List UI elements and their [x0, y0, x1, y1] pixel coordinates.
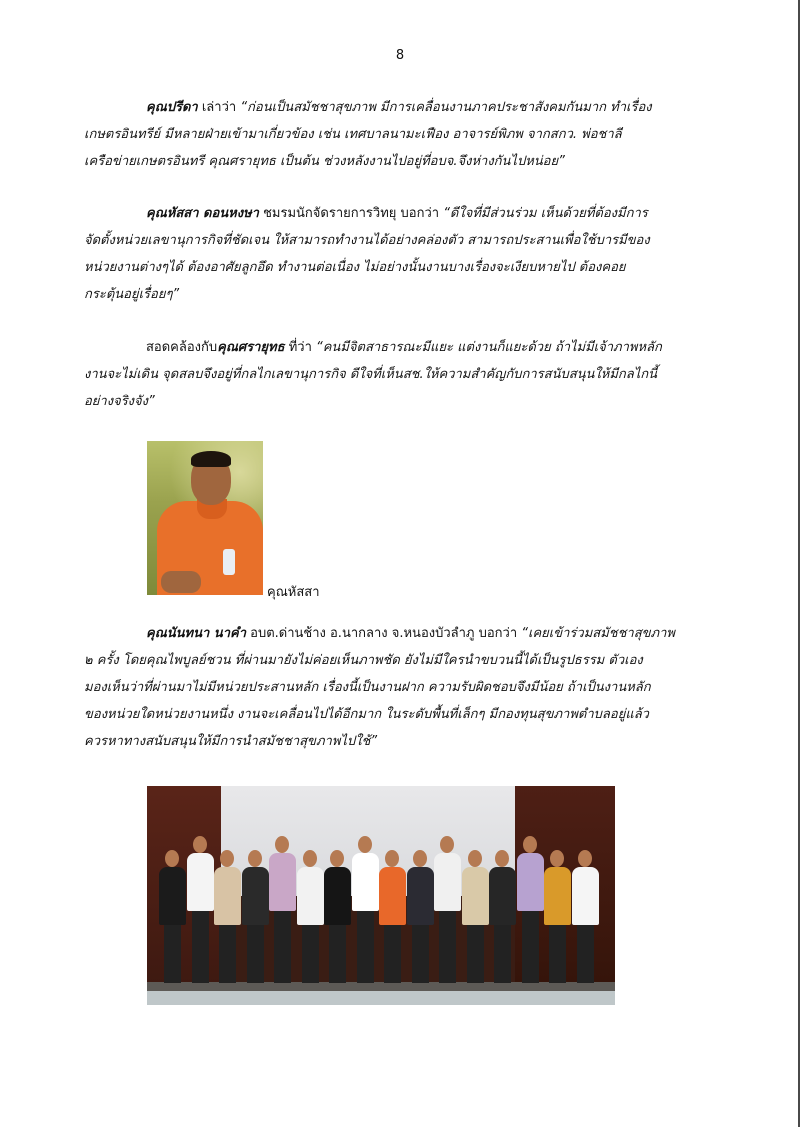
paragraph-hassa	[84, 200, 724, 308]
text-line	[84, 227, 724, 254]
paragraph-sarayut	[84, 334, 724, 415]
text-line	[84, 121, 724, 148]
text-segment: อบต.ด่านช้าง อ.นากลาง จ.หนองบัวลำภู บอกว่า	[246, 626, 522, 641]
text-line	[84, 701, 724, 728]
text-segment: หน่วยงานต่างๆได้ ต้องอาศัยลูกอึด ทำงานต่อเนื่อง ไม่อย่างนั้นงานบางเรื่องจะเงียบหายไป ต้องคอย	[84, 260, 626, 275]
text-segment: ควรหาทางสนับสนุนให้มีการนำสมัชชาสุขภาพไปใช้”	[84, 734, 378, 749]
text-segment: มองเห็นว่าที่ผ่านมาไม่มีหน่วยประสานหลัก เรื่องนี้เป็นงานฝาก ความรับผิดชอบจึงมีน้อย ถ้าเป็นงานหลัก	[84, 680, 651, 695]
text-segment: เครือข่ายเกษตรอินทรี คุณศรายุทธ เป็นต้น ช่วงหลังงานไปอยู่ที่อบจ.จึงห่างกันไปหน่อย”	[84, 154, 565, 169]
text-line	[84, 148, 724, 175]
speaker-name: คุณศรายุทธ	[217, 340, 285, 355]
text-segment: งานจะไม่เดิน จุดสลบจึงอยู่ที่กลไกเลขานุการกิจ ดีใจที่เห็นสช.ให้ความสำคัญกับการสนับสนุนให้มีกลไกนี้	[84, 367, 658, 382]
front-table	[147, 991, 615, 1005]
text-segment: สอดคล้องกับ	[146, 340, 218, 355]
text-line	[84, 388, 724, 415]
portrait-caption: คุณหัสสา	[267, 585, 320, 600]
text-line	[84, 254, 724, 281]
text-line	[84, 334, 724, 361]
text-line	[84, 200, 724, 227]
speaker-name: คุณนันทนา นาคำ	[146, 626, 246, 641]
text-line	[84, 647, 724, 674]
text-segment: “เคยเข้าร่วมสมัชชาสุขภาพ	[521, 626, 675, 641]
text-segment: อย่างจริงจัง”	[84, 394, 155, 409]
page-number: 8	[395, 48, 405, 63]
text-segment: ๒ ครั้ง โดยคุณไพบูลย์ชวน ที่ผ่านมายังไม่ค่อยเห็นภาพชัด ยังไม่มีใครนำขบวนนี้ได้เป็นรูปธรรม ตัวเอง	[84, 653, 643, 668]
portrait-photo	[147, 441, 263, 595]
text-line	[84, 361, 724, 388]
paragraph-preeda	[84, 94, 724, 175]
text-segment: เกษตรอินทรีย์ มีหลายฝ่ายเข้ามาเกี่ยวข้อง เช่น เทศบาลนามะเฟือง อาจารย์พิภพ จากสกว. พ่อชาลี	[84, 127, 622, 142]
paragraph-nantana	[84, 620, 724, 755]
text-line	[84, 620, 724, 647]
text-segment: ชมรมนักจัดรายการวิทยุ บอกว่า	[258, 206, 444, 221]
speaker-name: คุณปรีดา	[146, 100, 198, 115]
text-segment: เล่าว่า	[197, 100, 241, 115]
text-line	[84, 728, 724, 755]
text-line	[84, 674, 724, 701]
group-photo	[147, 786, 615, 1005]
text-segment: ของหน่วยใดหน่วยงานหนึ่ง งานจะเคลื่อนไปได้อีกมาก ในระดับพื้นที่เล็กๆ มีกองทุนสุขภาพตำบลอยู่แล้ว	[84, 707, 649, 722]
text-line	[84, 281, 724, 308]
text-segment: ที่ว่า	[284, 340, 316, 355]
text-segment: “ก่อนเป็นสมัชชาสุขภาพ มีการเคลื่อนงานภาคประชาสังคมกันมาก ทำเรื่อง	[240, 100, 652, 115]
text-line	[84, 94, 724, 121]
text-segment: “คนมีจิตสาธารณะมีแยะ แต่งานก็แยะด้วย ถ้าไม่มีเจ้าภาพหลัก	[316, 340, 662, 355]
text-segment: “ดีใจที่มีส่วนร่วม เห็นด้วยที่ต้องมีการ	[443, 206, 648, 221]
text-segment: จัดตั้งหน่วยเลขานุการกิจที่ชัดเจน ให้สามารถทำงานได้อย่างคล่องตัว สามารถประสานเพื่อใช้บารมีของ	[84, 233, 650, 248]
text-segment: กระตุ้นอยู่เรื่อยๆ”	[84, 287, 180, 302]
speaker-name: คุณหัสสา ดอนหงษา	[146, 206, 259, 221]
